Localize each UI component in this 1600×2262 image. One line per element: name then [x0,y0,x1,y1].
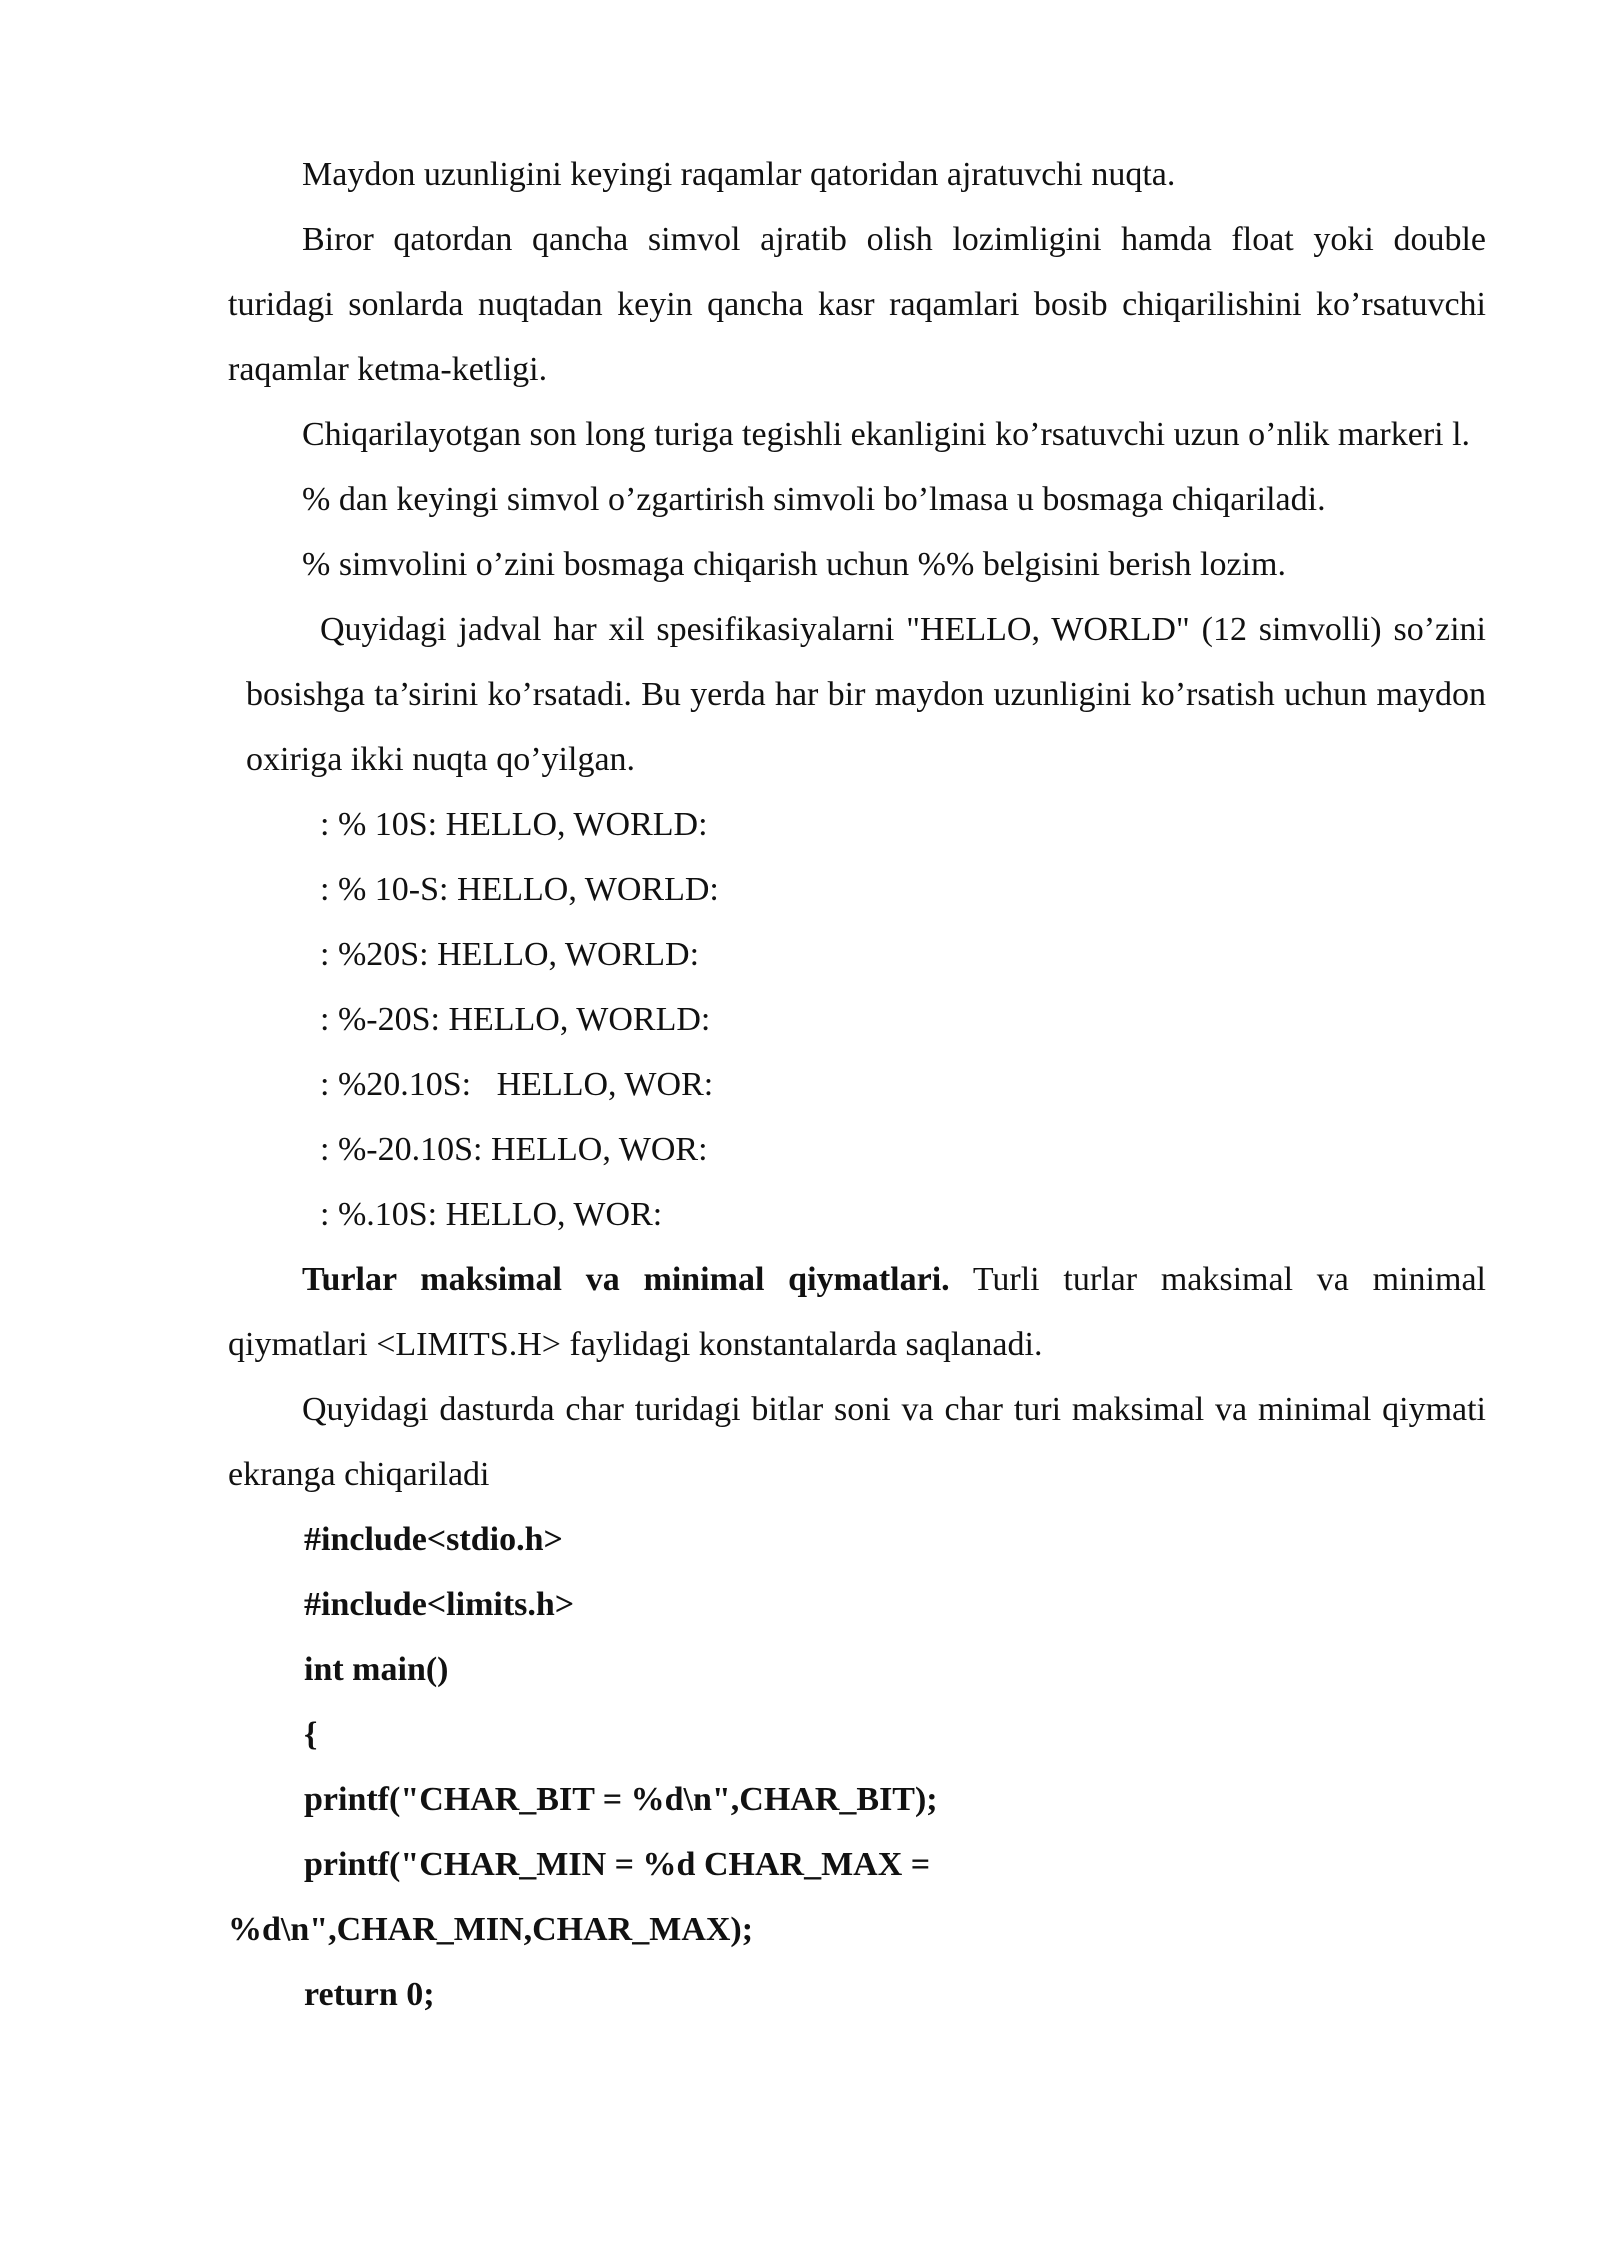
paragraph: Quyidagi jadval har xil spesifikasiyalarni "HELLO, WORLD" (12 simvolli) so’zini bosishga ta’sirini ko’rsatadi. Bu yerda har bir maydon uzunligini ko’rsatish uchun maydon oxiriga ikki nuqta qo’yilgan. [246,611,1486,778]
section-text: Turli turlar maksimal va minimal qiymatlari <LIMITS.H> faylidagi konstantalarda saqlanadi. [228,1261,1486,1363]
paragraph: Quyidagi dasturda char turidagi bitlar soni va char turi maksimal va minimal qiymati ekranga chiqariladi [228,1391,1486,1493]
code-line: printf("CHAR_MIN = %d CHAR_MAX = [304,1846,939,1883]
paragraph: % simvolini o’zini bosmaga chiqarish uchun %% belgisini berish lozim. [302,546,1286,583]
format-example-line: : %20S: HELLO, WORLD: [320,936,700,973]
section-paragraph [228,1247,1486,1377]
format-example-line: : % 10-S: HELLO, WORLD: [320,871,719,908]
paragraph: Maydon uzunligini keyingi raqamlar qatoridan ajratuvchi nuqta. [302,156,1176,193]
section-heading: Turlar maksimal va minimal qiymatlari. [302,1261,950,1298]
paragraph: Biror qatordan qancha simvol ajratib olish lozimligini hamda float yoki double turidagi sonlarda nuqtadan keyin qancha kasr raqamlari bosib chiqarilishini ko’rsatuvchi raqamlar ketma-ketligi. [228,221,1486,388]
code-line: #include<stdio.h> [304,1521,563,1558]
document-body [228,142,1486,2027]
format-example-line: : %-20.10S: HELLO, WOR: [320,1131,708,1168]
code-line: { [304,1716,318,1753]
format-example-line: : % 10S: HELLO, WORLD: [320,806,708,843]
code-line: int main() [304,1651,449,1688]
code-line: return 0; [304,1976,435,2013]
format-example-line: : %-20S: HELLO, WORLD: [320,1001,711,1038]
code-line: %d\n",CHAR_MIN,CHAR_MAX); [228,1911,754,1948]
format-example-line: : %20.10S: HELLO, WOR: [320,1066,714,1103]
paragraph: % dan keyingi simvol o’zgartirish simvoli bo’lmasa u bosmaga chiqariladi. [302,481,1326,518]
code-line: printf("CHAR_BIT = %d\n",CHAR_BIT); [304,1781,938,1818]
code-line: #include<limits.h> [304,1586,575,1623]
format-example-line: : %.10S: HELLO, WOR: [320,1196,663,1233]
paragraph: Chiqarilayotgan son long turiga tegishli ekanligini ko’rsatuvchi uzun o’nlik markeri l. [302,416,1471,453]
